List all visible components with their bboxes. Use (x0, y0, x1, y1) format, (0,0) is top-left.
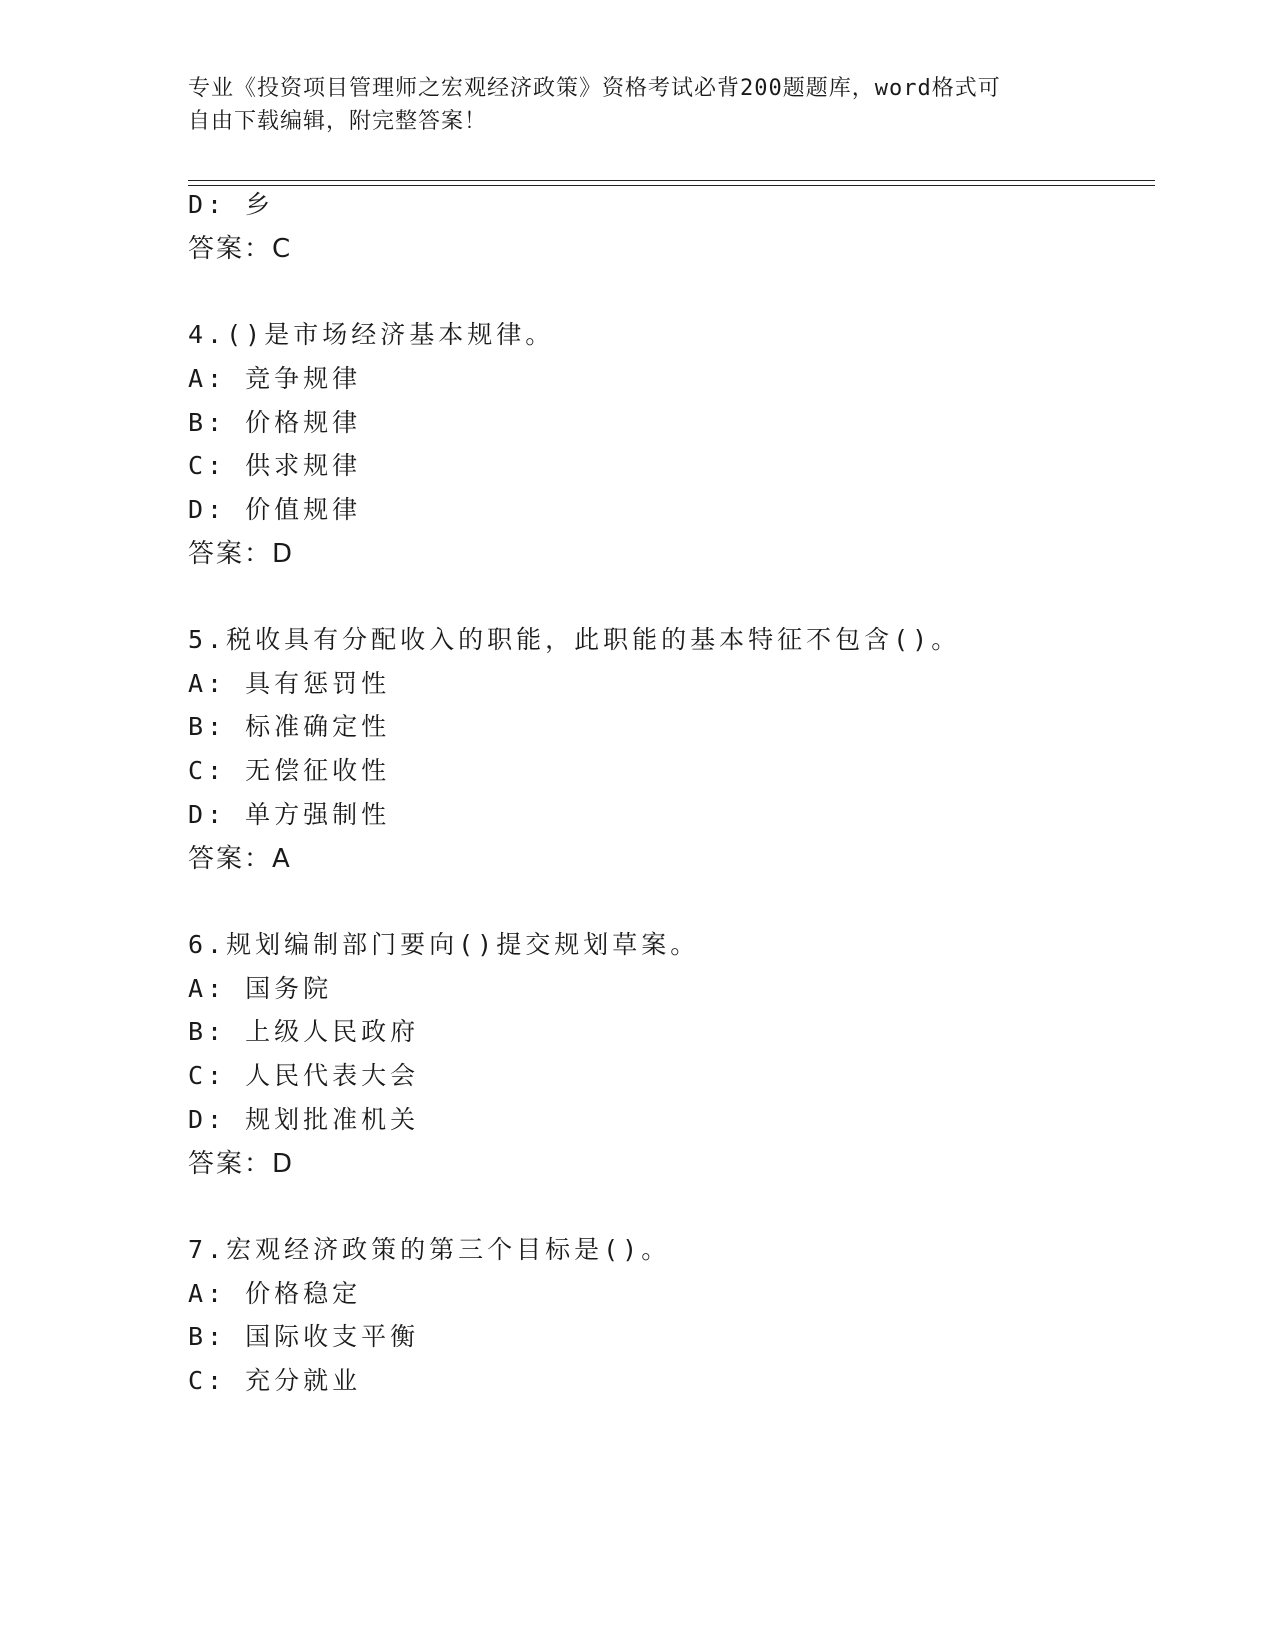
header-line-2: 自由下载编辑，附完整答案！ (188, 109, 488, 134)
question-4-stem: 4.()是市场经济基本规律。 (188, 320, 555, 349)
question-7-option-b: B: 国际收支平衡 (188, 1322, 420, 1351)
question-5-option-d: D: 单方强制性 (188, 800, 391, 829)
question-5-answer: 答案：A (188, 844, 292, 874)
header-line-1: 专业《投资项目管理师之宏观经济政策》资格考试必背200题题库，word格式可 (188, 76, 1001, 101)
document-header (188, 72, 1068, 138)
header-divider-top (188, 180, 1155, 181)
question-6-option-c: C: 人民代表大会 (188, 1061, 420, 1090)
prev-option-d: D: 乡 (188, 190, 275, 219)
header-divider-bottom (188, 185, 1155, 186)
question-6-option-a: A: 国务院 (188, 974, 333, 1003)
question-5-option-a: A: 具有惩罚性 (188, 669, 391, 698)
prev-answer: 答案：C (188, 234, 293, 264)
question-4-option-a: A: 竞争规律 (188, 364, 362, 393)
question-6-option-d: D: 规划批准机关 (188, 1105, 420, 1134)
question-6-answer: 答案：D (188, 1149, 295, 1179)
question-7-option-c: C: 充分就业 (188, 1366, 362, 1395)
question-6-stem: 6.规划编制部门要向()提交规划草案。 (188, 930, 700, 959)
question-4-option-d: D: 价值规律 (188, 495, 362, 524)
question-5-stem: 5.税收具有分配收入的职能，此职能的基本特征不包含()。 (188, 625, 961, 654)
question-7-stem: 7.宏观经济政策的第三个目标是()。 (188, 1235, 671, 1264)
question-6-option-b: B: 上级人民政府 (188, 1017, 420, 1046)
question-5-option-b: B: 标准确定性 (188, 712, 391, 741)
question-4-answer: 答案：D (188, 539, 295, 569)
question-5-option-c: C: 无偿征收性 (188, 756, 391, 785)
question-7-option-a: A: 价格稳定 (188, 1279, 362, 1308)
question-4-option-b: B: 价格规律 (188, 408, 362, 437)
question-4-option-c: C: 供求规律 (188, 451, 362, 480)
